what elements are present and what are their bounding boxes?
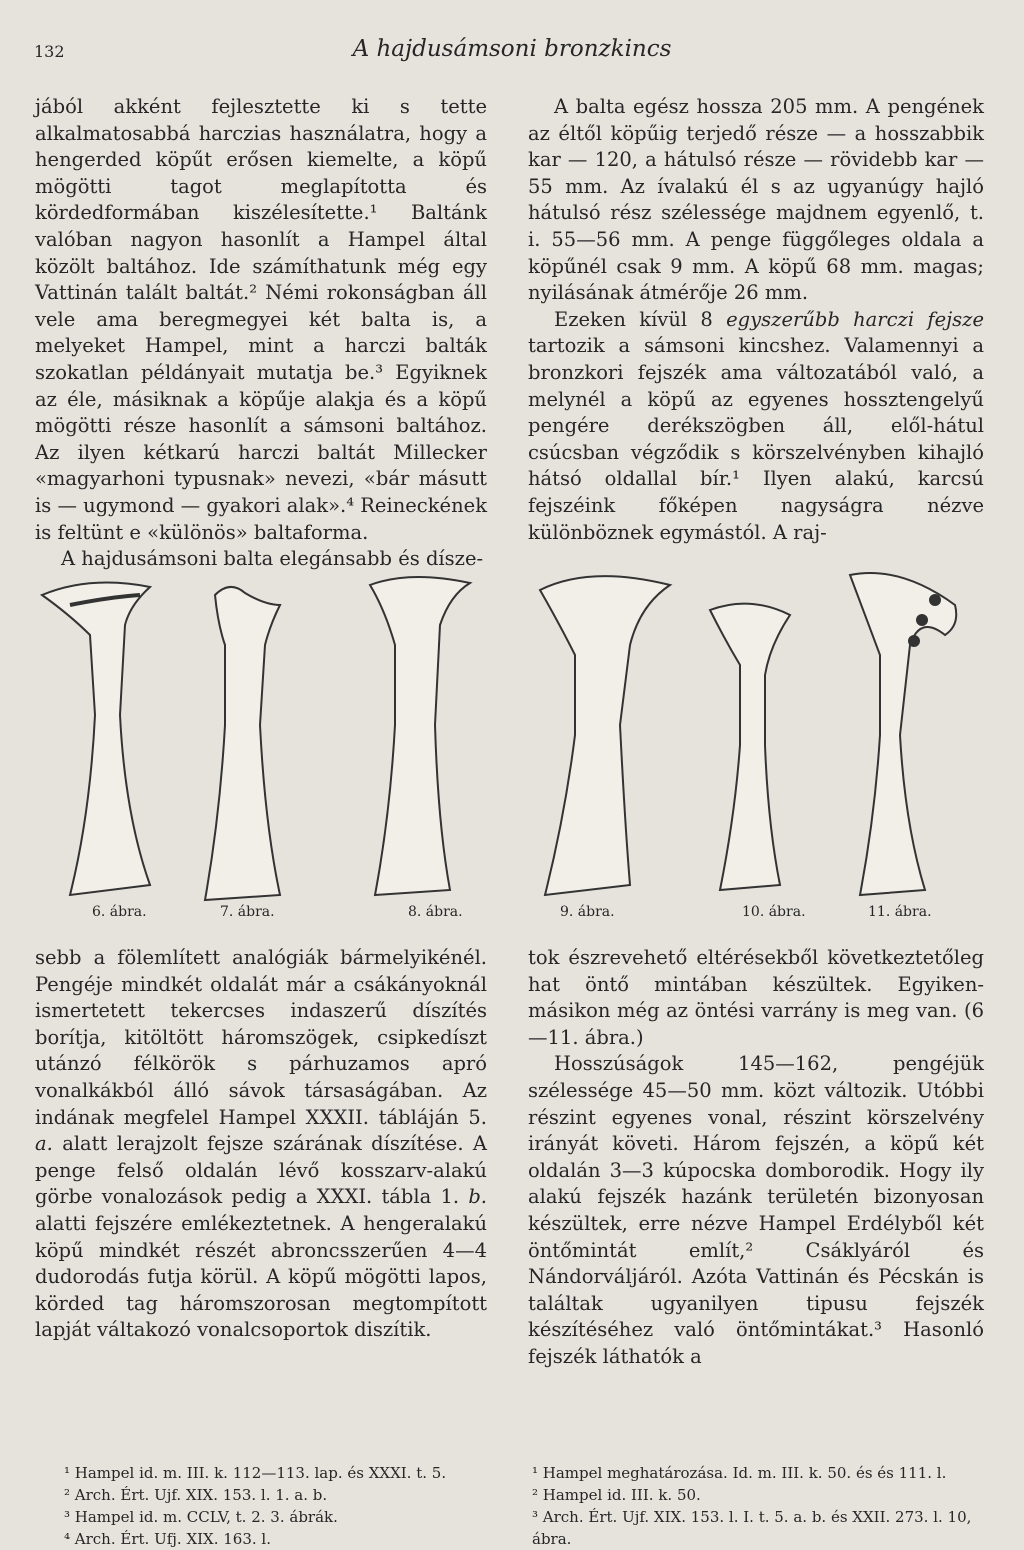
right-column-bottom (528, 945, 984, 1371)
figure-caption-10: 10. ábra. (742, 904, 806, 920)
figure-caption-8: 8. ábra. (408, 904, 463, 920)
paragraph: Hosszúságok 145—162, pengéjük szélessége 45—50 mm. közt változik. Utóbbi részint egyenes vonal, részint körszelvény irányát követi. Három fejszén, a köpű két oldalán 3—3 kúpocska domborodik. Hogy ily alakú fejszék hazánk területén bizonyosan készültek, erre nézve Hampel Erdélyből két öntőmintát említ,² Csáklyáról és Nándorváljáról. Azóta Vattinán és Pécskán is találtak ugyanilyen tipusu fejszék készítéséhez való öntőmintákat.³ Hasonló fejszék láthatók a (528, 1052, 984, 1368)
paragraph: Ezeken kívül 8 egyszerűbb harczi fejsze tartozik a sámsoni kincshez. Valamennyi a bronzkori fejszék ama változatából való, a melynél a köpű az egyenes hossztengelyű pengére derékszögben áll, elől-hátul csúcsban végződik s körszelvényben kihajló hátsó oldallal bír.¹ Ilyen alakú, karcsú fejszéink főképen nagyságra nézve különböznek egymástól. A raj- (528, 307, 984, 544)
figure-caption-6: 6. ábra. (92, 904, 147, 920)
paragraph: tok észrevehető eltérésekből következtetőleg hat öntő mintában készültek. Egyiken-másikon még az öntési varrány is meg van. (6—11. ábra.) (528, 946, 984, 1049)
footnotes-right (532, 1462, 988, 1550)
running-title: A hajdusámsoni bronzkincs (352, 36, 672, 62)
figure-7-axe (205, 587, 280, 900)
figure-9-axe (540, 576, 670, 895)
figure-8-axe (370, 577, 470, 895)
footnote: ¹ Hampel id. m. III. k. 112—113. lap. és XXXI. t. 5. (64, 1464, 447, 1482)
page-number: 132 (34, 42, 65, 61)
footnotes-left (64, 1462, 484, 1550)
footnote: ² Hampel id. III. k. 50. (532, 1486, 701, 1504)
axe-illustrations (30, 565, 990, 905)
footnote: ³ Hampel id. m. CCLV, t. 2. 3. ábrák. (64, 1508, 338, 1526)
figure-caption-7: 7. ábra. (220, 904, 275, 920)
left-column-top (35, 94, 487, 573)
figure-6-axe (42, 583, 150, 896)
paragraph: jából akként fejlesztette ki s tette alkalmatosabbá harczias használatra, hogy a hengerded köpűt erősen kiemelte, a köpű mögötti tagot meglapította és kördedformában kiszélesítette.¹ Baltánk valóban nagyon hasonlít a Hampel által közölt baltához. Ide számíthatunk még egy Vattinán talált baltát.² Némi rokonságban áll vele ama beregmegyei két balta is, a melyeket Hampel, mint a harczi balták szokatlan példányait mutatja be.³ Egyiknek az éle, másiknak a köpűje alakja és a köpű mögötti része hasonlít a sámsoni baltához. Az ilyen kétkarú harczi baltát Millecker «magyarhoni typusnak» nevezi, «bár másutt is — ugymond — gyakori alak».⁴ Reineckének is feltünt e «különös» baltaforma. (35, 95, 488, 544)
footnote: ⁴ Arch. Ért. Ufj. XIX. 163. l. (64, 1530, 271, 1548)
figure-caption-9: 9. ábra. (560, 904, 615, 920)
footnote: ¹ Hampel meghatározása. Id. m. III. k. 50. és és 111. l. (532, 1464, 947, 1482)
paragraph: A hajdusámsoni balta elegánsabb és dísze- (61, 547, 484, 571)
left-column-bottom (35, 945, 487, 1344)
right-column-top (528, 94, 984, 546)
footnote: ³ Arch. Ért. Ujf. XIX. 153. l. I. t. 5. a. b. és XXII. 273. l. 10, ábra. (532, 1508, 972, 1548)
figure-11-axe (850, 573, 956, 895)
paragraph: sebb a fölemlített analógiák bármelyikénél. Pengéje mindkét oldalát már a csákányoknál ismertetett tekercses indaszerű díszítés borítja, kitöltött háromszögek, csipkedíszt utánzó félkörök s párhuzamos apró vonalkákból álló sávok társaságában. Az indának megfelel Hampel XXXII. tábláján 5. a. alatt lerajzolt fejsze szárának díszítése. A penge felső oldalán lévő kosszarv-alakú görbe vonalozások pedig a XXXI. tábla 1. b. alatti fejszére emlékeztetnek. A hengeralakú köpű mindkét részét abroncsszerűen 4—4 dudorodás futja körül. A köpű mögötti lapos, körded tag háromszorosan megtompított lapját váltakozó vonalcsoportok diszítik. (35, 946, 487, 1342)
figure-caption-11: 11. ábra. (868, 904, 932, 920)
paragraph: A balta egész hossza 205 mm. A pengének az éltől köpűig terjedő része — a hosszabbik kar — 120, a hátulsó része — rövidebb kar — 55 mm. Az ívalakú él s az ugyanúgy hajló hátulsó rész szélessége majdnem egyenlő, t. i. 55—56 mm. A penge függőleges oldala a köpűnél csak 9 mm. A köpű 68 mm. magas; nyilásának átmérője 26 mm. (528, 95, 984, 305)
figure-10-axe (710, 604, 790, 890)
footnote: ² Arch. Ért. Ujf. XIX. 153. l. 1. a. b. (64, 1486, 328, 1504)
